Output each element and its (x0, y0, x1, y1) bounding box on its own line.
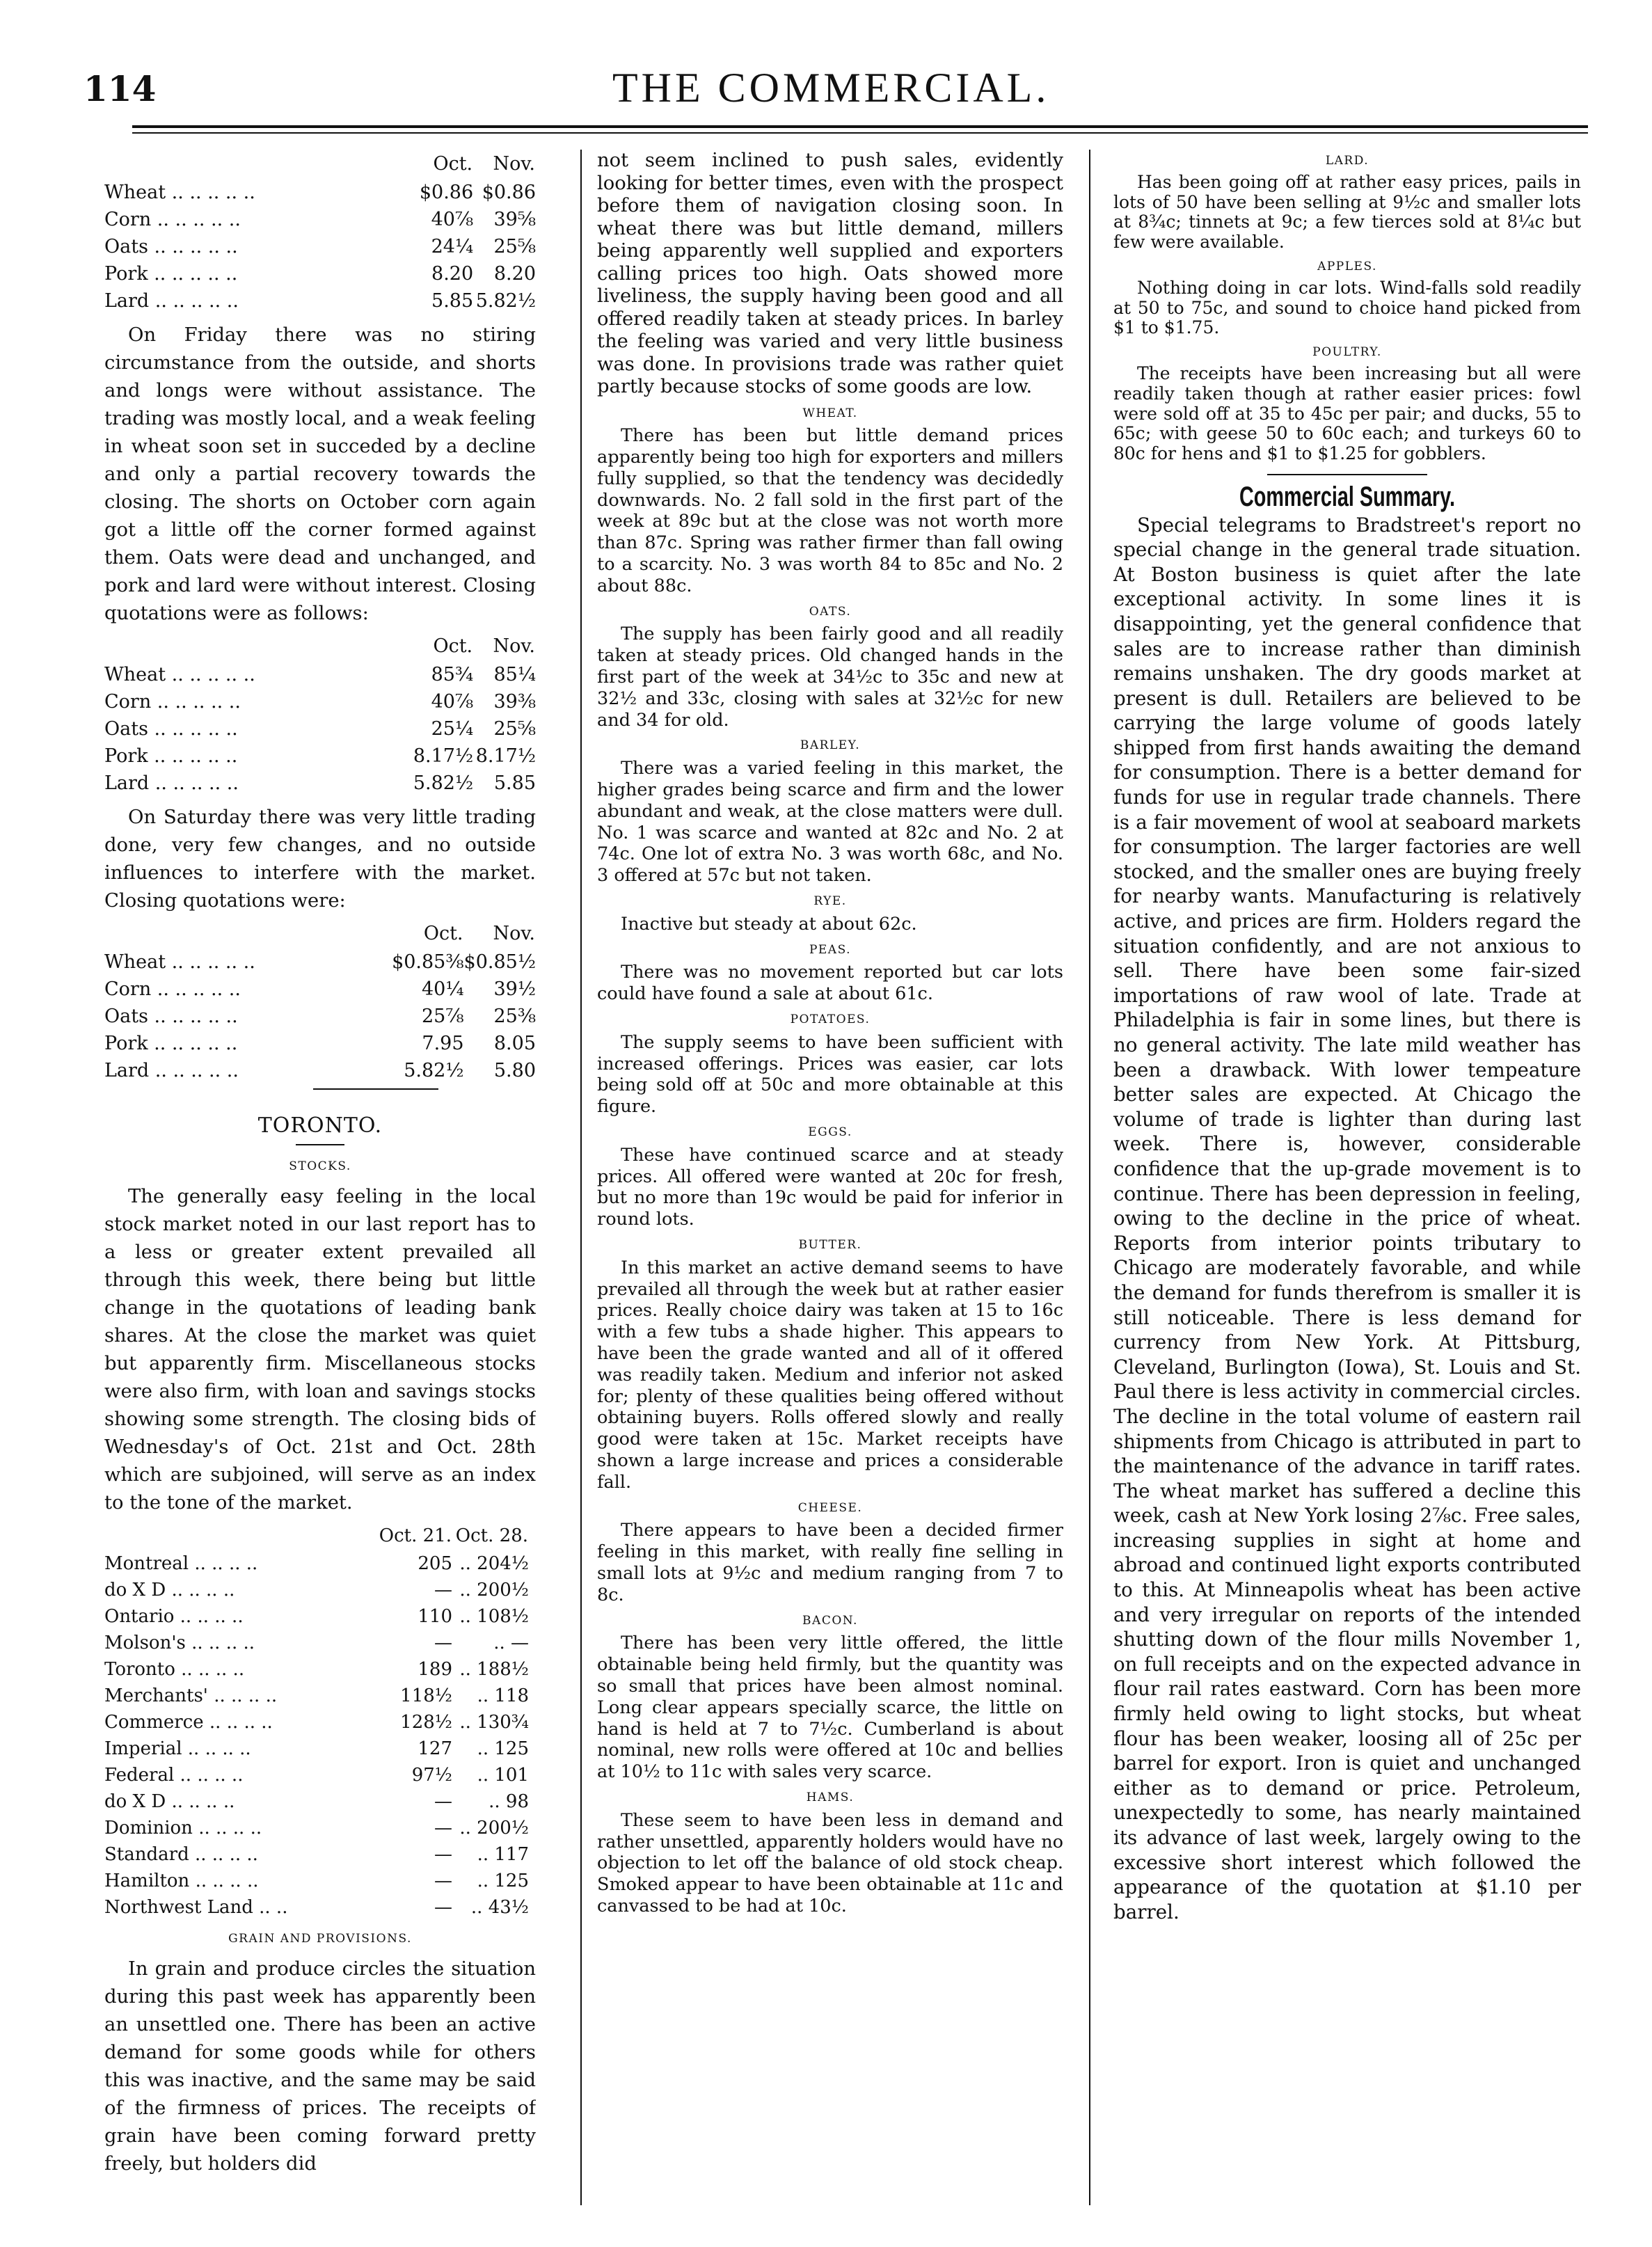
column-rule (580, 150, 582, 2205)
hams-heading: HAMS. (806, 1790, 855, 1804)
table-row: Commerce .. .. .. .. 128½ .. 130¾ (104, 1712, 529, 1733)
friday-paragraph: On Friday there was no stiring circumstance from the outside, and shorts and longs were without assistance. The trading was mostly local, and a weak feeling in wheat soon set in succeded by a decline and only a partial recovery towards the closing. The shorts on October corn again got a little off the corner formed against them. Oats were dead and unchanged, and pork and lard were without interest. Closing quotations were as follows: (104, 324, 536, 624)
grain-heading: GRAIN AND PROVISIONS. (228, 1932, 412, 1946)
barley-heading: BARLEY. (800, 738, 861, 753)
poultry-heading: POULTRY. (1312, 345, 1382, 360)
quotations-table-2 (104, 632, 536, 797)
potatoes-heading: POTATOES. (790, 1013, 871, 1027)
saturday-paragraph: On Saturday there was very little trading done, very few changes, and no outside influences to interfere with the market. Closing quotations were: (104, 807, 536, 912)
col-head: Nov. (493, 153, 535, 175)
cheese-paragraph: There appears to have been a decided firmer feeling in this market, with really fine selling in small lots at 9½c and medium ranging from 7 to 8c. (597, 1520, 1063, 1605)
table-row: Northwest Land .. .. — .. 43½ (104, 1897, 529, 1918)
table-row: Corn .. .. .. .. .. 40¼ 39½ (104, 978, 536, 1000)
barley-paragraph: There was a varied feeling in this market, the higher grades being scarce and firm and the lower abundant and weak, at the close matters were dull. No. 1 was scarce and wanted at 82c and No. 2 at 74c. One lot of extra No. 3 was worth 68c, and No. 3 offered at 57c but not taken. (597, 758, 1063, 887)
stocks-heading: STOCKS. (289, 1159, 351, 1173)
divider (313, 1088, 438, 1090)
table-row: Federal .. .. .. .. 97½ .. 101 (104, 1765, 529, 1786)
bacon-heading: BACON. (802, 1613, 858, 1628)
col-head: Oct. 21. (379, 1525, 452, 1546)
eggs-heading: EGGS. (808, 1125, 852, 1139)
potatoes-paragraph: The supply seems to have been sufficient with increased offerings. Prices was easier, car lots being sold off at 50c and more obtainable at this figure. (597, 1031, 1063, 1118)
table-row: Lard .. .. .. .. .. 5.82½ 5.85 (104, 772, 536, 794)
col-head: Oct. (423, 923, 463, 944)
table-row: Molson's .. .. .. .. — .. — (104, 1633, 529, 1653)
rye-paragraph: Inactive but steady at about 62c. (621, 913, 917, 935)
column-rule (1089, 150, 1090, 2205)
wheat-paragraph: There has been but little demand prices apparently being too high for exporters and millers fully supplied, so that the tendency was decidedly downwards. No. 2 fall sold in the first part of the week at 89c but at the close was not worth more than 87c. Spring was rather firmer than fall owing to a scarcity. No. 3 was worth 84 to 85c and No. 2 about 88c. (597, 425, 1063, 596)
summary-paragraph: Special telegrams to Bradstreet's report no special change in the general trade situation. At Boston business is quiet after the late exceptional activity. In some lines it is disappointing, yet the general confidence that sales are to increase rather than diminish remains unshaken. The dry goods market at present is dull. Retailers are believed to be carrying the large volume of goods lately shipped from first hands awaiting the demand for consumption. There is a better demand for funds for use in regular trade channels. There is a fair movement of wool at seaboard markets for consumption. The larger factories are well stocked, and the smaller ones are buying freely for nearby wants. Manufacturing is relatively active, and prices are firm. Holders regard the situation confidently, and are not anxious to sell. There have been some fair-sized importations of raw wool of late. Trade at Philadelphia is fair in some lines, but there is no general activity. The late mild weather has been a drawback. With lower tempeature better sales are expected. At Chicago the volume of trade is lighter than during last week. There is, however, considerable confidence that the up-grade movement is to continue. There has been depression in feeling, owing to the decline in the price of wheat. Reports from interior points tributary to Chicago are moderately favorable, and while the demand for funds therefrom is smaller it is still noticeable. There is less demand for currency from New York. At Pittsburg, Cleveland, Burlington (Iowa), St. Louis and St. Paul there is less activity in commercial circles. The decline in the total volume of eastern rail shipments from Chicago is attributed in part to the maintenance of the advance in tariff rates. The wheat market has suffered a decline this week, cash at New York losing 2⅞c. Free sales, increasing supplies in sight at home and abroad and continued light exports contributed to this. At Minneapolis wheat has been active and very irregular on reports of the intended shutting down of the flour mills November 1, on full receipts and on the expected advance in flour rail rates eastward. Corn has been more firmly held owing to light stocks, but wheat flour has been weaker, loosing all of 25c per barrel for export. Iron is quiet and unchanged either as to demand or price. Petroleum, unexpectedly to some, has nearly maintained its advance of last week, largely owing to the excessive short interest which followed the appearance of the quotation at $1.10 per barrel. (1113, 513, 1581, 1923)
table-row: Lard .. .. .. .. .. 5.82½ 5.80 (104, 1060, 536, 1081)
col-head: Oct. (433, 153, 473, 175)
table-row: Corn .. .. .. .. .. 40⅞ 39⅝ (104, 209, 536, 230)
butter-paragraph: In this market an active demand seems to have prevailed all through the week but at rather easier prices. Really choice dairy was taken at 15 to 16c with a few tubs a shade higher. This appears to have been the grade wanted and all of it offered was readily taken. Medium and inferior not asked for; plenty of these qualities being offered without obtaining buyers. Rolls offered slowly and really good were taken at 15c. Market receipts have shown a large increase and prices a considerable fall. (597, 1257, 1063, 1493)
eggs-paragraph: These have continued scarce and at steady prices. All offered were wanted at 20c for fresh, but no more than 19c would be paid for inferior in round lots. (597, 1144, 1063, 1230)
column-3 (1113, 150, 1581, 2205)
header-rule (132, 125, 1588, 128)
table-row: Wheat .. .. .. .. .. 85¾ 85¼ (104, 664, 536, 685)
table-row: Corn .. .. .. .. .. 40⅞ 39⅜ (104, 691, 536, 713)
table-row: Oats .. .. .. .. .. 25⅞ 25⅜ (104, 1006, 536, 1027)
apples-paragraph: Nothing doing in car lots. Wind-falls sold readily at 50 to 75c, and sound to choice hand picked from $1 to $1.75. (1113, 277, 1581, 338)
peas-heading: PEAS. (809, 942, 852, 957)
quotations-table-3 (104, 919, 536, 1084)
table-row: Dominion .. .. .. .. — .. 200½ (104, 1818, 529, 1839)
grain-paragraph: In grain and produce circles the situation during this past week has apparently been an unsettled one. There has been an active demand for some goods while for others this was inactive, and the same may be said of the firmness of prices. The receipts of grain have been coming forward pretty freely, but holders did (104, 1958, 536, 2175)
peas-paragraph: There was no movement reported but car lots could have found a sale at about 61c. (597, 962, 1063, 1005)
table-row: Merchants' .. .. .. .. 118½ .. 118 (104, 1685, 529, 1706)
section-heading-toronto: TORONTO. (257, 1113, 383, 1138)
stocks-paragraph: The generally easy feeling in the local stock market noted in our last report has to a less or greater extent prevailed all through this week, there being but little change in the quotations of leading bank shares. At the close the market was quiet but apparently firm. Miscellaneous stocks were also firm, with loan and savings stocks showing some strength. The closing bids of Wednesday's of Oct. 21st and Oct. 28th which are subjoined, will serve as an index to the tone of the market. (104, 1186, 536, 1514)
hams-paragraph: These seem to have been less in demand and rather unsettled, apparently holders would have no objection to let off the balance of old stock cheap. Smoked appear to have been obtainable at 11c and canvassed to be had at 10c. (597, 1809, 1063, 1916)
bacon-paragraph: There has been very little offered, the little obtainable being held firmly, but the quantity was so small that prices have been almost nominal. Long clear appears specially scarce, the little on hand is held at 7 to 7½c. Cumberland is about nominal, new rolls were offered at 10c and bellies at 10½ to 11c with sales very scarce. (597, 1633, 1063, 1783)
table-row: Wheat .. .. .. .. .. $0.86 $0.86 (104, 182, 536, 203)
apples-heading: APPLES. (1317, 259, 1377, 273)
page-number: 114 (84, 68, 157, 109)
commercial-summary-heading: Commercial Summary. (1239, 481, 1455, 512)
table-row: Montreal .. .. .. .. 205 .. 204½ (104, 1553, 529, 1574)
col-head: Oct. 28. (455, 1525, 528, 1546)
divider (296, 1144, 344, 1145)
cheese-heading: CHEESE. (797, 1500, 863, 1515)
col-head: Oct. (433, 635, 473, 657)
table-row: Toronto .. .. .. .. 189 .. 188½ (104, 1659, 529, 1680)
table-row: do X D .. .. .. .. — .. 98 (104, 1791, 529, 1812)
table-row: Standard .. .. .. .. — .. 117 (104, 1844, 529, 1865)
oats-heading: OATS. (809, 604, 852, 619)
ornament-rule (1267, 474, 1427, 475)
oats-paragraph: The supply has been fairly good and all readily taken at steady prices. Old changed hands in the first part of the week at 34½c to 35c and new at 32½ and 33c, closing with sales at 32½c for new and 34 for old. (597, 624, 1063, 731)
rye-heading: RYE. (813, 894, 847, 909)
table-row: Hamilton .. .. .. .. — .. 125 (104, 1871, 529, 1891)
table-row: Oats .. .. .. .. .. 25¼ 25⅝ (104, 718, 536, 740)
table-row: Lard .. .. .. .. .. 5.85 5.82½ (104, 290, 536, 312)
table-row: Oats .. .. .. .. .. 24¼ 25⅝ (104, 236, 536, 257)
header-rule-thin (132, 132, 1588, 134)
table-row: Wheat .. .. .. .. .. $0.85⅜ $0.85½ (104, 951, 536, 973)
table-row: Ontario .. .. .. .. 110 .. 108½ (104, 1606, 529, 1627)
table-row: Pork .. .. .. .. .. 7.95 8.05 (104, 1033, 536, 1054)
lard-heading: LARD. (1325, 154, 1369, 168)
quotations-table-1 (104, 150, 536, 315)
masthead-title: THE COMMERCIAL. (612, 65, 1050, 111)
table-row: Pork .. .. .. .. .. 8.17½ 8.17½ (104, 745, 536, 767)
table-row: do X D .. .. .. .. — .. 200½ (104, 1580, 529, 1601)
table-row: Pork .. .. .. .. .. 8.20 8.20 (104, 263, 536, 285)
column-2 (597, 150, 1063, 2205)
col-head: Nov. (493, 923, 535, 944)
grain-paragraph-cont: not seem inclined to push sales, evidently looking for better times, even with the prospect before them of navigation closing soon. In wheat there was but little demand, millers being apparently well supplied and exporters calling prices too high. Oats showed more liveliness, the supply having been good and all offered readily taken at steady prices. In barley the feeling was varied and very little business was done. In provisions trade was rather quiet partly because stocks of some goods are low. (597, 150, 1063, 397)
lard-paragraph: Has been going off at rather easy prices, pails in lots of 50 have been selling at 9½c and smaller lots at 8¾c; tinnets at 9c; a few tierces sold at 8¼c but few were available. (1113, 171, 1581, 253)
stocks-table (104, 1521, 529, 1921)
wheat-heading: WHEAT. (802, 406, 858, 420)
table-row: Imperial .. .. .. .. 127 .. 125 (104, 1738, 529, 1759)
poultry-paragraph: The receipts have been increasing but all were readily taken though at rather easier prices: fowl were sold off at 35 to 45c per pair; and ducks, 55 to 65c; with geese 50 to 60c each; and turkeys 60 to 80c for hens and $1 to $1.25 for gobblers. (1113, 363, 1581, 464)
butter-heading: BUTTER. (798, 1237, 862, 1252)
col-head: Nov. (493, 635, 535, 657)
column-1 (104, 150, 536, 2205)
